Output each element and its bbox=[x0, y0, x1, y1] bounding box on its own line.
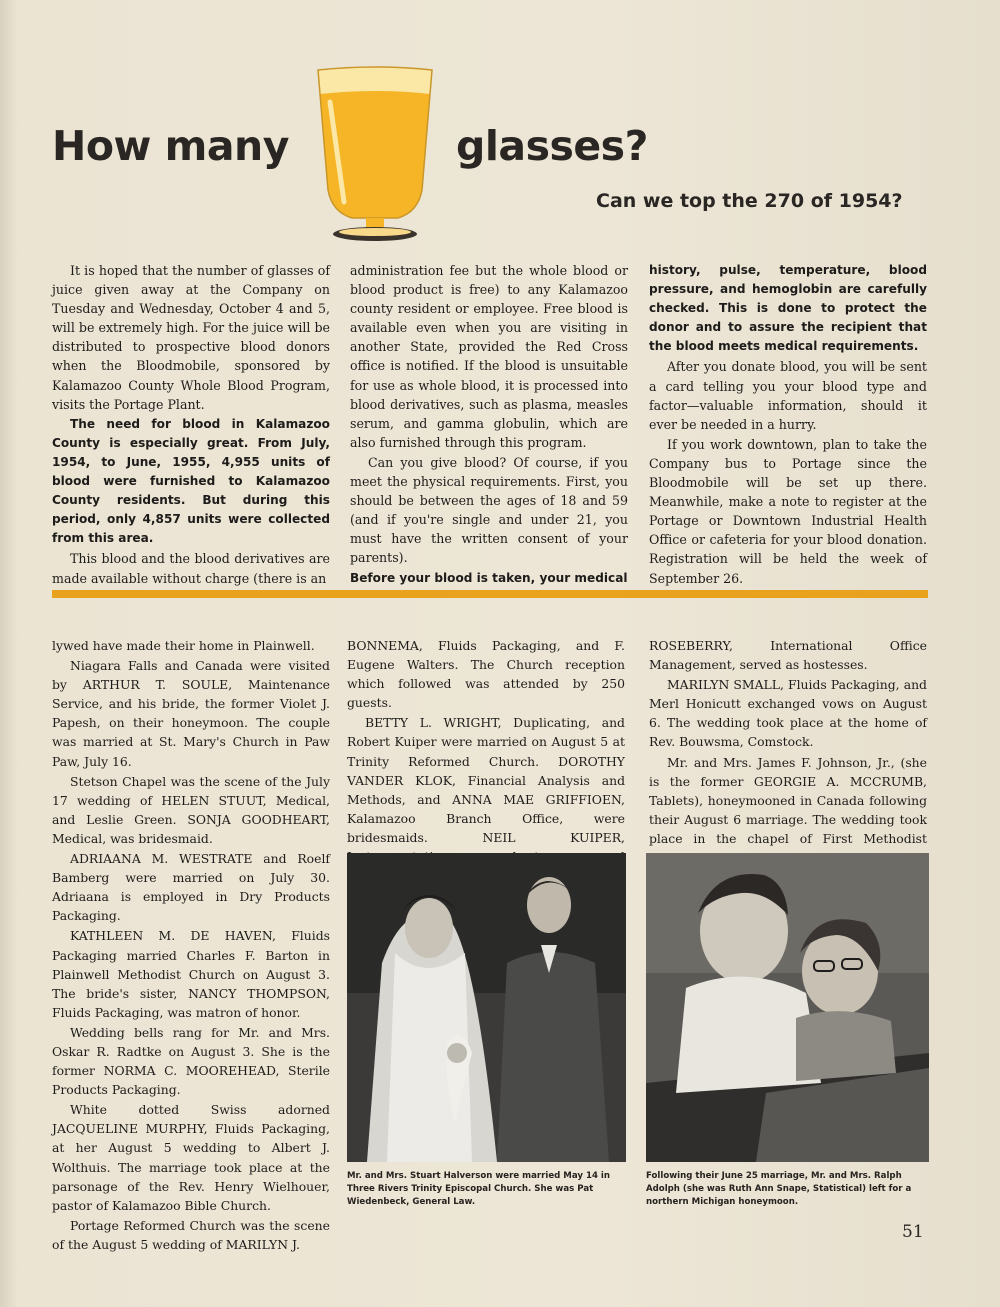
wedding-paragraph: Mr. and Mrs. James F. Johnson, Jr., (she is the former GEORGIE A. MCCRUMB, Tablets), honeymooned in Canada following their August 6 marriage. The wedding took place in the chapel of First Methodist bbox=[649, 754, 927, 846]
wedding-paragraph: BONNEMA, Fluids Packaging, and F. Eugene Walters. The Church reception which followed was attended by 250 guests. bbox=[347, 638, 625, 711]
wedding-paragraph: ROSEBERRY, International Office Management, served as hostesses. bbox=[649, 638, 927, 673]
article-column-1 bbox=[52, 261, 330, 589]
wedding-photo-adolph bbox=[646, 853, 929, 1162]
wedding-paragraph: ADRIAANA M. WESTRATE and Roelf Bamberg were married on July 30. Adriaana is employed in Dry Products Packaging. bbox=[52, 851, 330, 924]
juice-glass-illustration bbox=[300, 62, 450, 244]
article-paragraph-bold: Before your blood is taken, your medical bbox=[350, 570, 628, 585]
wedding-paragraph: Niagara Falls and Canada were visited by ARTHUR T. SOULE, Maintenance Service, and his bride, the former Violet J. Papesh, on their honeymoon. The couple was married at St. Mary's Church in Paw Paw, July 16. bbox=[52, 658, 330, 769]
weddings-column-3 bbox=[649, 636, 927, 868]
headline-right: glasses? bbox=[456, 122, 648, 170]
subtitle: Can we top the 270 of 1954? bbox=[596, 190, 903, 212]
page-number: 51 bbox=[902, 1222, 924, 1242]
section-divider bbox=[52, 590, 928, 598]
photo-caption-adolph: Following their June 25 marriage, Mr. and Mrs. Ralph Adolph (she was Ruth Ann Snape, Statistical) left for a northern Michigan honeymoon. bbox=[646, 1171, 912, 1207]
wedding-paragraph: Stetson Chapel was the scene of the July 17 wedding of HELEN STUUT, Medical, and Leslie Green. SONJA GOODHEART, Medical, was bridesmaid. bbox=[52, 773, 330, 846]
wedding-photo-halverson bbox=[347, 853, 626, 1162]
wedding-paragraph: lywed have made their home in Plainwell. bbox=[52, 638, 315, 653]
weddings-column-1 bbox=[52, 636, 330, 1255]
wedding-paragraph: Portage Reformed Church was the scene of the August 5 wedding of MARILYN J. bbox=[52, 1217, 330, 1252]
wedding-paragraph: Wedding bells rang for Mr. and Mrs. Oskar R. Radtke on August 3. She is the former NORMA C. MOOREHEAD, Sterile Products Packaging. bbox=[52, 1024, 330, 1098]
headline-left: How many bbox=[52, 122, 289, 170]
wedding-paragraph: BETTY L. WRIGHT, Duplicating, and Robert Kuiper were married on August 5 at Trinity Reformed Church. DOROTHY VANDER KLOK, Financial Analysis and Methods, and ANNA MAE GRIFFIOEN, Kalamazoo Branch Office, were bridesmaids. NEIL KUIPER, bbox=[347, 715, 625, 845]
wedding-paragraph: KATHLEEN M. DE HAVEN, Fluids Packaging married Charles F. Barton in Plainwell Methodist Church on August 3. The bride's sister, NANCY THOMPSON, Fluids Packaging, was matron of honor. bbox=[52, 928, 330, 1020]
article-column-2 bbox=[350, 261, 628, 589]
weddings-column-2 bbox=[347, 636, 625, 886]
photo-image bbox=[347, 853, 626, 1162]
article-paragraph: administration fee but the whole blood or blood product is free) to any Kalamazoo county resident or employee. Free blood is available even when you are visiting in another State, provided the Red Cross office is notified. If the blood is unsuitable for use as whole blood, it is processed into blood derivatives, such as plasma, measles serum, and gamma globulin, which are also furnished through this program. bbox=[350, 263, 628, 450]
wedding-paragraph: MARILYN SMALL, Fluids Packaging, and Merl Honicutt exchanged vows on August 6. The wedding took place at the home of Rev. Bouwsma, Comstock. bbox=[649, 677, 927, 750]
article-paragraph: Can you give blood? Of course, if you meet the physical requirements. First, you should be between the ages of 18 and 59 (and if you're single and under 21, you must have the written consent of your parents). bbox=[350, 454, 628, 566]
article-column-3 bbox=[649, 261, 927, 589]
article-paragraph: This blood and the blood derivatives are made available without charge (there is an bbox=[52, 551, 330, 586]
photo-caption-halverson: Mr. and Mrs. Stuart Halverson were married May 14 in Three Rivers Trinity Episcopal Church. She was Pat Wiedenbeck, General Law. bbox=[347, 1171, 610, 1207]
article-paragraph-bold: history, pulse, temperature, blood pressure, and hemoglobin are carefully checked. This is done to protect the donor and to assure the recipient that the blood meets medical requirements. bbox=[649, 263, 927, 354]
article-paragraph-bold: The need for blood in Kalamazoo County is especially great. From July, 1954, to June, 1955, 4,955 units of blood were furnished to Kalamazoo County residents. But during this period, only 4,857 units were collected from this area. bbox=[52, 416, 330, 546]
article-paragraph: It is hoped that the number of glasses of juice given away at the Company on Tuesday and Wednesday, October 4 and 5, will be extremely high. For the juice will be distributed to prospective blood donors when the Bloodmobile, sponsored by Kalamazoo County Whole Blood Program, visits the Portage Plant. bbox=[52, 263, 330, 412]
article-paragraph: If you work downtown, plan to take the Company bus to Portage since the Bloodmobile will be set up there. Meanwhile, make a note to register at the Portage or Downtown Industrial Health Office or cafeteria for your blood donation. Registration will be held the week of September 26. bbox=[649, 436, 927, 586]
article-paragraph: After you donate blood, you will be sent a card telling you your blood type and factor—valuable information, should it ever be needed in a hurry. bbox=[649, 359, 927, 432]
photo-image bbox=[646, 853, 929, 1162]
wedding-paragraph: White dotted Swiss adorned JACQUELINE MURPHY, Fluids Packaging, at her August 5 wedding to Albert J. Wolthuis. The marriage took place at the parsonage of the Rev. Henry Wielhouer, pastor of Kalamazoo Bible Church. bbox=[52, 1102, 330, 1213]
